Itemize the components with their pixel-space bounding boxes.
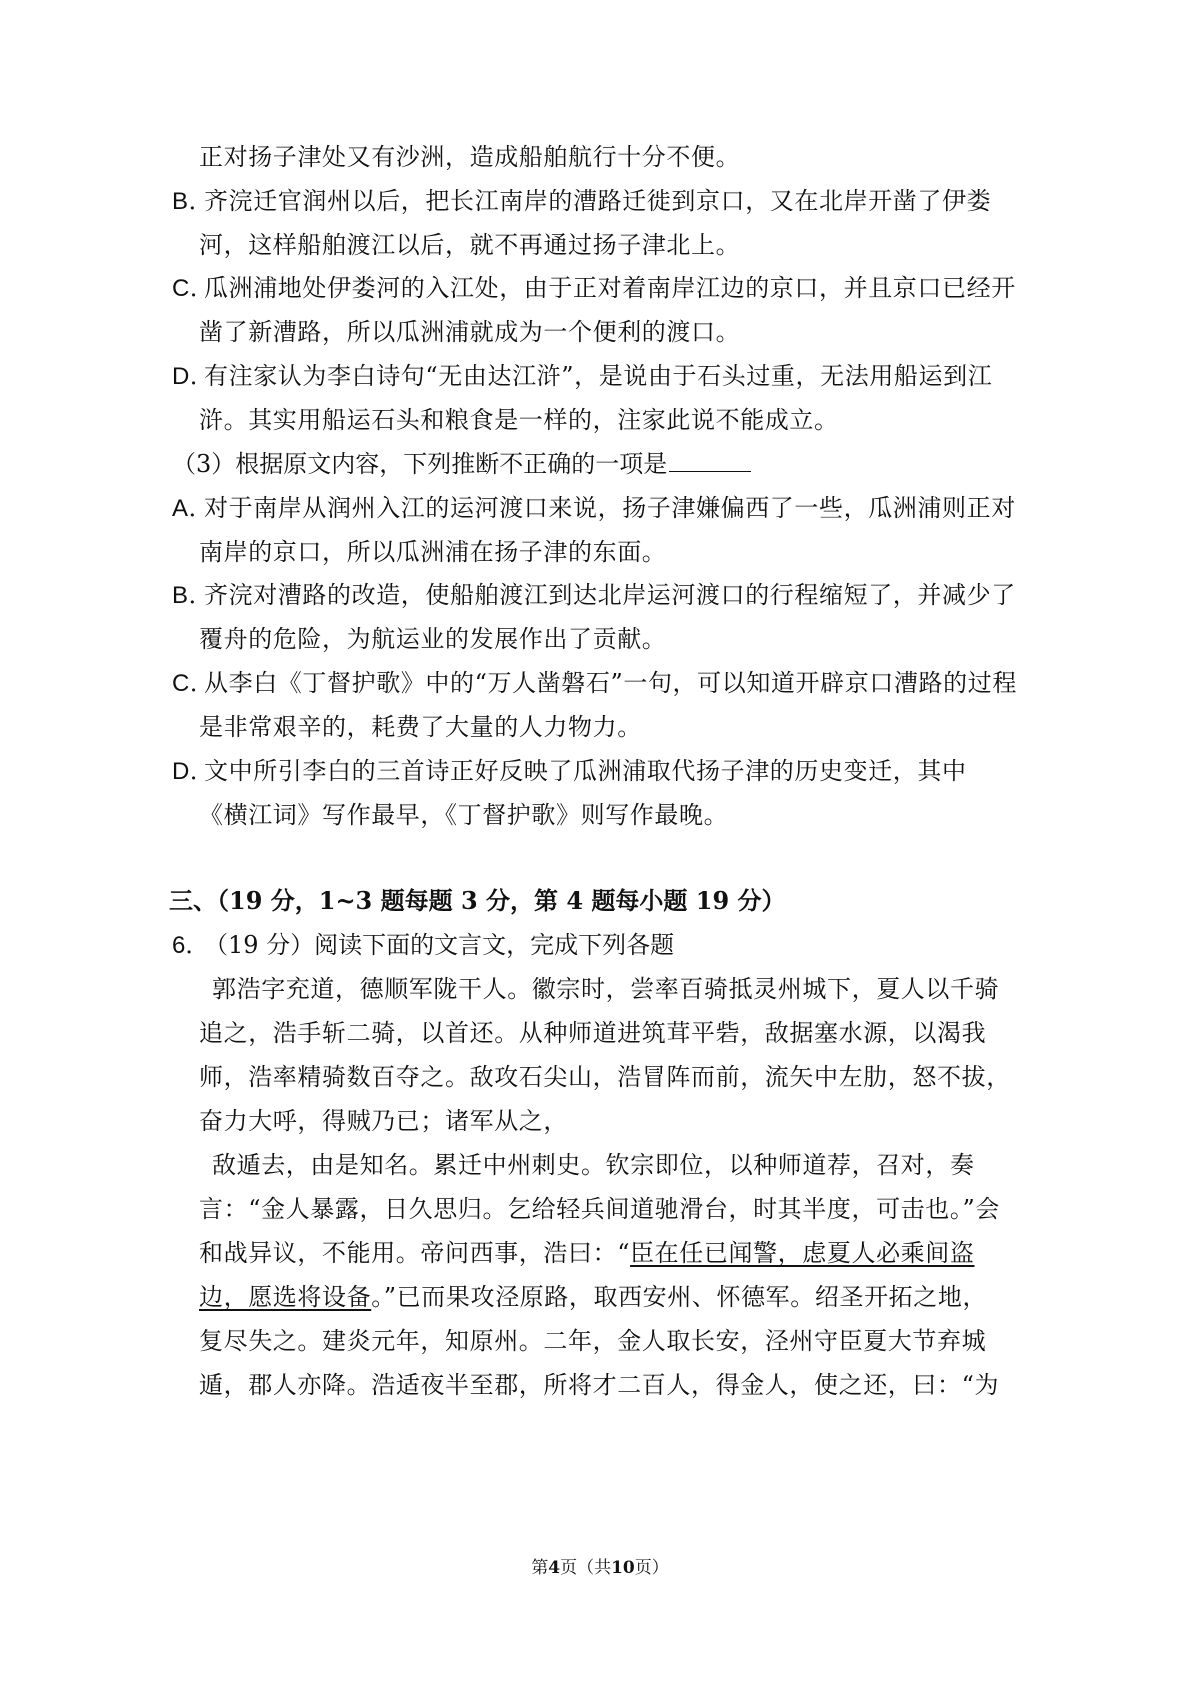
option-text: 文中所引李白的三首诗正好反映了瓜洲浦取代扬子津的历史变迁，其中 xyxy=(204,757,967,785)
passage-line: 遁，郡人亦降。浩适夜半至郡，所将才二百人，得金人，使之还，曰：“为 xyxy=(199,1371,1000,1399)
passage-line: 敌遁去，由是知名。累迁中州刺史。钦宗即位，以种师道荐，召对，奏 xyxy=(212,1151,975,1179)
question-number: 6． xyxy=(172,932,210,959)
option-letter: C． xyxy=(172,670,215,697)
underlined-sentence: 边，愿选将设备 xyxy=(199,1283,372,1311)
q3-option-b-cont: 覆舟的危险，为航运业的发展作出了贡献。 xyxy=(199,625,667,653)
q2-option-b-cont: 河，这样船舶渡江以后，就不再通过扬子津北上。 xyxy=(199,231,741,259)
passage-line: 奋力大呼，得贼乃已；诸军从之， xyxy=(199,1107,568,1135)
option-letter: D． xyxy=(172,363,215,390)
q3-option-c xyxy=(172,668,1017,699)
option-letter: C． xyxy=(172,275,215,302)
total-pages: 10 xyxy=(611,1558,635,1578)
q3-stem-text: （3）根据原文内容，下列推断不正确的一项是 xyxy=(172,450,668,478)
option-letter: B． xyxy=(172,582,214,609)
page-footer xyxy=(0,1557,1200,1579)
underlined-sentence: 臣在任已闻警，虑夏人必乘间盗 xyxy=(630,1239,975,1267)
passage-text: 。”已而果攻泾原路，取西安州、怀德军。绍圣开拓之地， xyxy=(371,1283,988,1311)
option-text: 齐浣迁官润州以后，把长江南岸的漕路迁徙到京口，又在北岸开凿了伊娄 xyxy=(204,187,992,215)
option-text: 从李白《丁督护歌》中的“万人凿磐石”一句，可以知道开辟京口漕路的过程 xyxy=(204,669,1017,697)
option-text: 有注家认为李白诗句“无由达江浒”，是说由于石头过重，无法用船运到江 xyxy=(204,362,993,390)
q3-stem xyxy=(172,449,751,479)
q3-option-c-cont: 是非常艰辛的，耗费了大量的人力物力。 xyxy=(199,713,642,741)
q6-stem-text: （19 分）阅读下面的文言文，完成下列各题 xyxy=(204,931,675,959)
q3-option-a xyxy=(172,493,1016,524)
passage-line: 言：“金人暴露，日久思归。乞给轻兵间道驰滑台，时其半度，可击也。”会 xyxy=(199,1195,1000,1223)
q2-option-d-cont: 浒。其实用船运石头和粮食是一样的，注家此说不能成立。 xyxy=(199,406,839,434)
q3-option-d-cont: 《横江词》写作最早，《丁督护歌》则写作最晚。 xyxy=(199,801,729,829)
option-letter: D． xyxy=(172,758,215,785)
passage-line: 郭浩字充道，德顺军陇干人。徽宗时，尝率百骑抵灵州城下，夏人以千骑 xyxy=(212,975,1000,1003)
footer-text: 页（共 xyxy=(560,1558,612,1578)
section-heading: 三、（19 分，1~3 题每题 3 分，第 4 题每小题 19 分） xyxy=(169,886,786,915)
q2-option-d xyxy=(172,361,992,392)
passage-line: 追之，浩手斩二骑，以首还。从种师道进筑茸平砦，敌据塞水源，以渴我 xyxy=(199,1019,987,1047)
q2-option-b xyxy=(172,186,991,217)
answer-blank xyxy=(669,449,751,472)
option-text: 瓜洲浦地处伊娄河的入江处，由于正对着南岸江边的京口，并且京口已经开 xyxy=(204,274,1016,302)
passage-line: 师，浩率精骑数百夺之。敌攻石尖山，浩冒阵而前，流矢中左肋，怒不拔， xyxy=(199,1063,1011,1091)
q2-option-c-cont: 凿了新漕路，所以瓜洲浦就成为一个便利的渡口。 xyxy=(199,318,741,346)
footer-text: 页） xyxy=(634,1558,669,1578)
option-text: 齐浣对漕路的改造，使船舶渡江到达北岸运河渡口的行程缩短了，并减少了 xyxy=(204,581,1016,609)
q2-option-c xyxy=(172,273,1016,304)
passage-line: 复尽失之。建炎元年，知原州。二年，金人取长安，泾州守臣夏大节弃城 xyxy=(199,1327,987,1355)
passage-line xyxy=(199,1282,987,1312)
q6-stem xyxy=(172,930,674,961)
passage-line xyxy=(199,1238,974,1268)
footer-text: 第 xyxy=(531,1558,549,1578)
option-letter: A． xyxy=(172,495,214,522)
page-number: 4 xyxy=(548,1558,561,1578)
q3-option-b xyxy=(172,580,1016,611)
passage-text: 和战异议，不能用。帝问西事，浩曰：“ xyxy=(199,1239,631,1267)
option-text: 对于南岸从润州入江的运河渡口来说，扬子津嫌偏西了一些，瓜洲浦则正对 xyxy=(204,494,1016,522)
q3-option-a-cont: 南岸的京口，所以瓜洲浦在扬子津的东面。 xyxy=(199,538,667,566)
option-a-tail: 正对扬子津处又有沙洲，造成船舶航行十分不便。 xyxy=(199,143,741,171)
option-letter: B． xyxy=(172,188,214,215)
q3-option-d xyxy=(172,756,967,787)
